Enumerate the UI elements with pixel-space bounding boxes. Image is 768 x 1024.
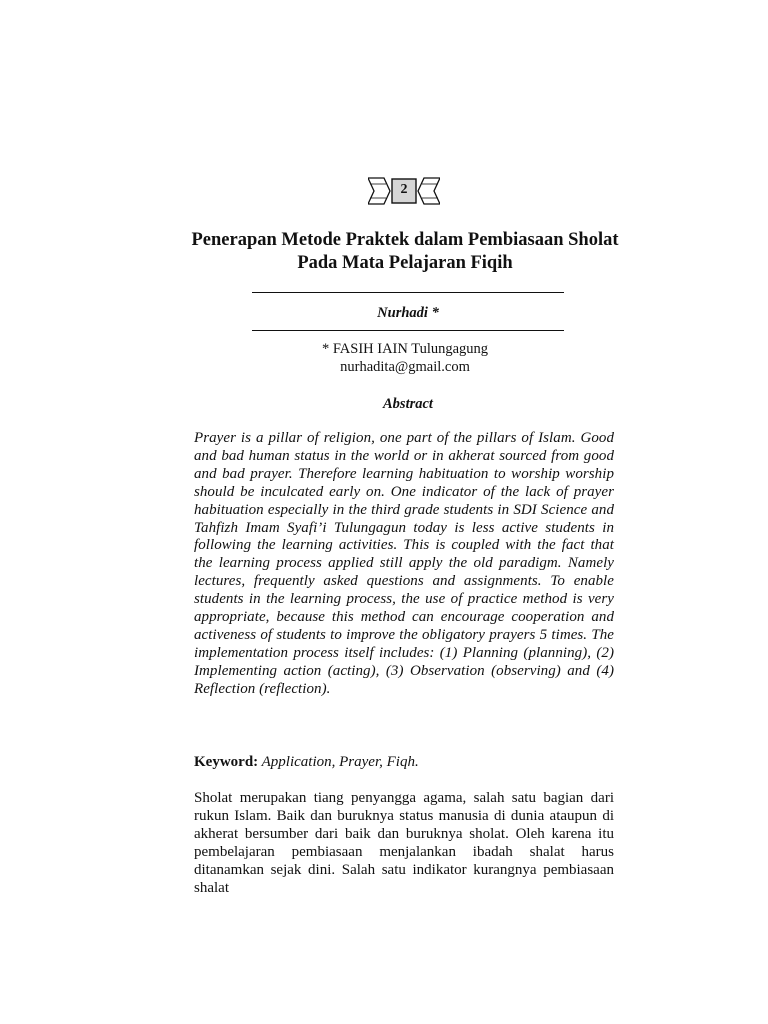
keyword-values: Application, Prayer, Fiqh. xyxy=(258,754,419,770)
abstract-heading: Abstract xyxy=(383,396,433,412)
author-name: Nurhadi * xyxy=(377,305,439,321)
author-email: nurhadita@gmail.com xyxy=(340,359,470,375)
body-paragraph: Sholat merupakan tiang penyangga agama, salah satu bagian dari rukun Islam. Baik dan buruknya status manusia di dunia ataupun di akherat bersumber dari baik dan buruknya sholat. Oleh karena itu pembelajaran pembiasaan menjalankan ibadah shalat harus ditanamkan sejak dini. Salah satu indikator kurangnya pembiasaan shalat xyxy=(194,790,614,896)
chapter-number: 2 xyxy=(400,182,408,197)
chapter-badge xyxy=(368,176,440,206)
paper-title-line2: Pada Mata Pelajaran Fiqih xyxy=(297,253,513,273)
keywords xyxy=(194,753,614,771)
author-divider-top xyxy=(252,292,564,293)
paper-title-line1: Penerapan Metode Praktek dalam Pembiasaan Sholat xyxy=(191,230,619,250)
author-affiliation: * FASIH IAIN Tulungagung xyxy=(321,341,489,357)
abstract-text: Prayer is a pillar of religion, one part of the pillars of Islam. Good and bad human status in the world or in akherat sourced from good and bad prayer. Therefore learning habituation to worship worship should be inculcated early on. One indicator of the lack of prayer habituation especially in the third grade students in SDI Science and Tahfizh Imam Syafi’i Tulungagun today is less active students in following the learning activities. This is coupled with the fact that the learning process applied still apply the old paradigm. Namely lectures, frequently asked questions and assignments. To enable students in the learning process, the use of practice method is very appropriate, because this method can encourage cooperation and activeness of students to improve the obligatory prayers 5 times. The implementation process itself includes: (1) Planning (planning), (2) Implementing action (acting), (3) Observation (observing) and (4) Reflection (reflection). xyxy=(194,430,614,697)
paper-title xyxy=(150,229,660,275)
keyword-label: Keyword: xyxy=(194,754,259,770)
author-divider-bottom xyxy=(252,330,564,331)
